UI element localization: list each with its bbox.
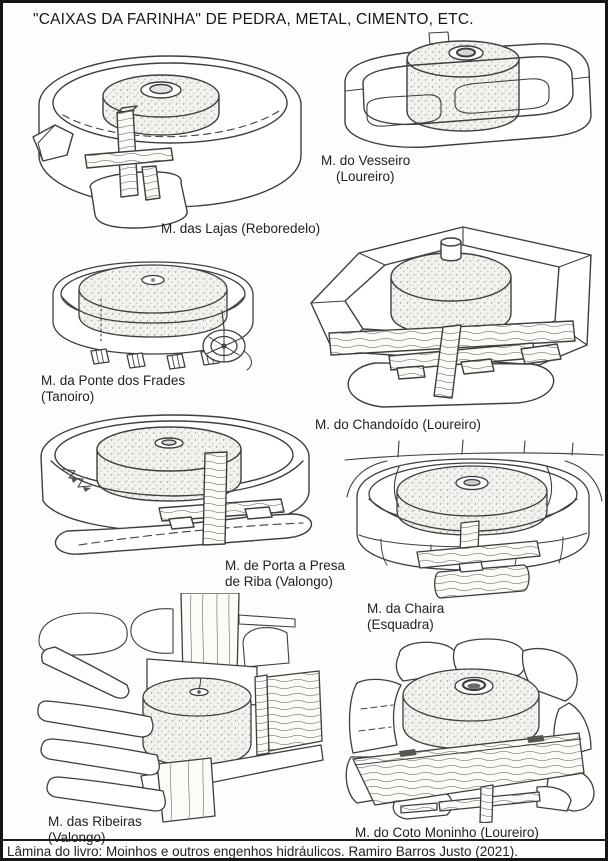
figure-caption-line: M. do Chandoído (Loureiro): [315, 417, 481, 432]
figure-caption: [48, 814, 142, 846]
figure-caption-line: de Riba (Valongo): [225, 574, 333, 589]
illustration-m-das-ribeiras: [31, 593, 328, 823]
illustration-m-das-lajas: [21, 39, 308, 231]
source-attribution: Lâmina do livro: Moinhos e outros engenhos hidráulicos. Ramiro Barros Justo (2021).: [7, 844, 519, 859]
figure-caption: [161, 221, 320, 237]
figure-caption-line: (Tanoiro): [41, 389, 95, 404]
figure-caption-line: M. de Porta a Presa: [225, 558, 346, 573]
figure-caption-line: (Esquadra): [367, 617, 434, 632]
figure-caption-line: (Valongo): [48, 830, 106, 845]
page-title: "CAIXAS DA FARINHA" DE PEDRA, METAL, CIMENTO, ETC.: [33, 11, 474, 28]
illustration-m-do-vesseiro: [333, 29, 599, 153]
illustration-m-da-chaira: [341, 439, 608, 603]
illustration-m-da-ponte-dos-frades: [41, 249, 266, 371]
figure-caption-line: M. da Chaira: [367, 601, 445, 616]
figure-caption-line: M. da Ponte dos Frades: [41, 373, 186, 388]
figure-caption: [315, 417, 481, 433]
plate-bottom-rule: [3, 839, 605, 841]
figure-caption-line: M. das Lajas (Reboredelo): [161, 221, 321, 236]
figure-caption: [367, 601, 444, 633]
figure-caption-line: M. do Coto Moninho (Loureiro): [355, 825, 539, 840]
figure-caption: [321, 153, 410, 185]
figure-caption-line: (Loureiro): [336, 169, 395, 184]
figure-caption-line: M. do Vesseiro: [321, 153, 411, 168]
figure-caption-line: M. das Ribeiras: [48, 814, 142, 829]
figure-caption: [41, 373, 185, 405]
illustration-m-do-coto-moninho: [341, 637, 605, 823]
figure-caption: [225, 558, 345, 590]
illustration-m-do-chandoido: [301, 217, 603, 415]
illustration-m-de-porta-a-presa-de-riba: [19, 403, 331, 563]
